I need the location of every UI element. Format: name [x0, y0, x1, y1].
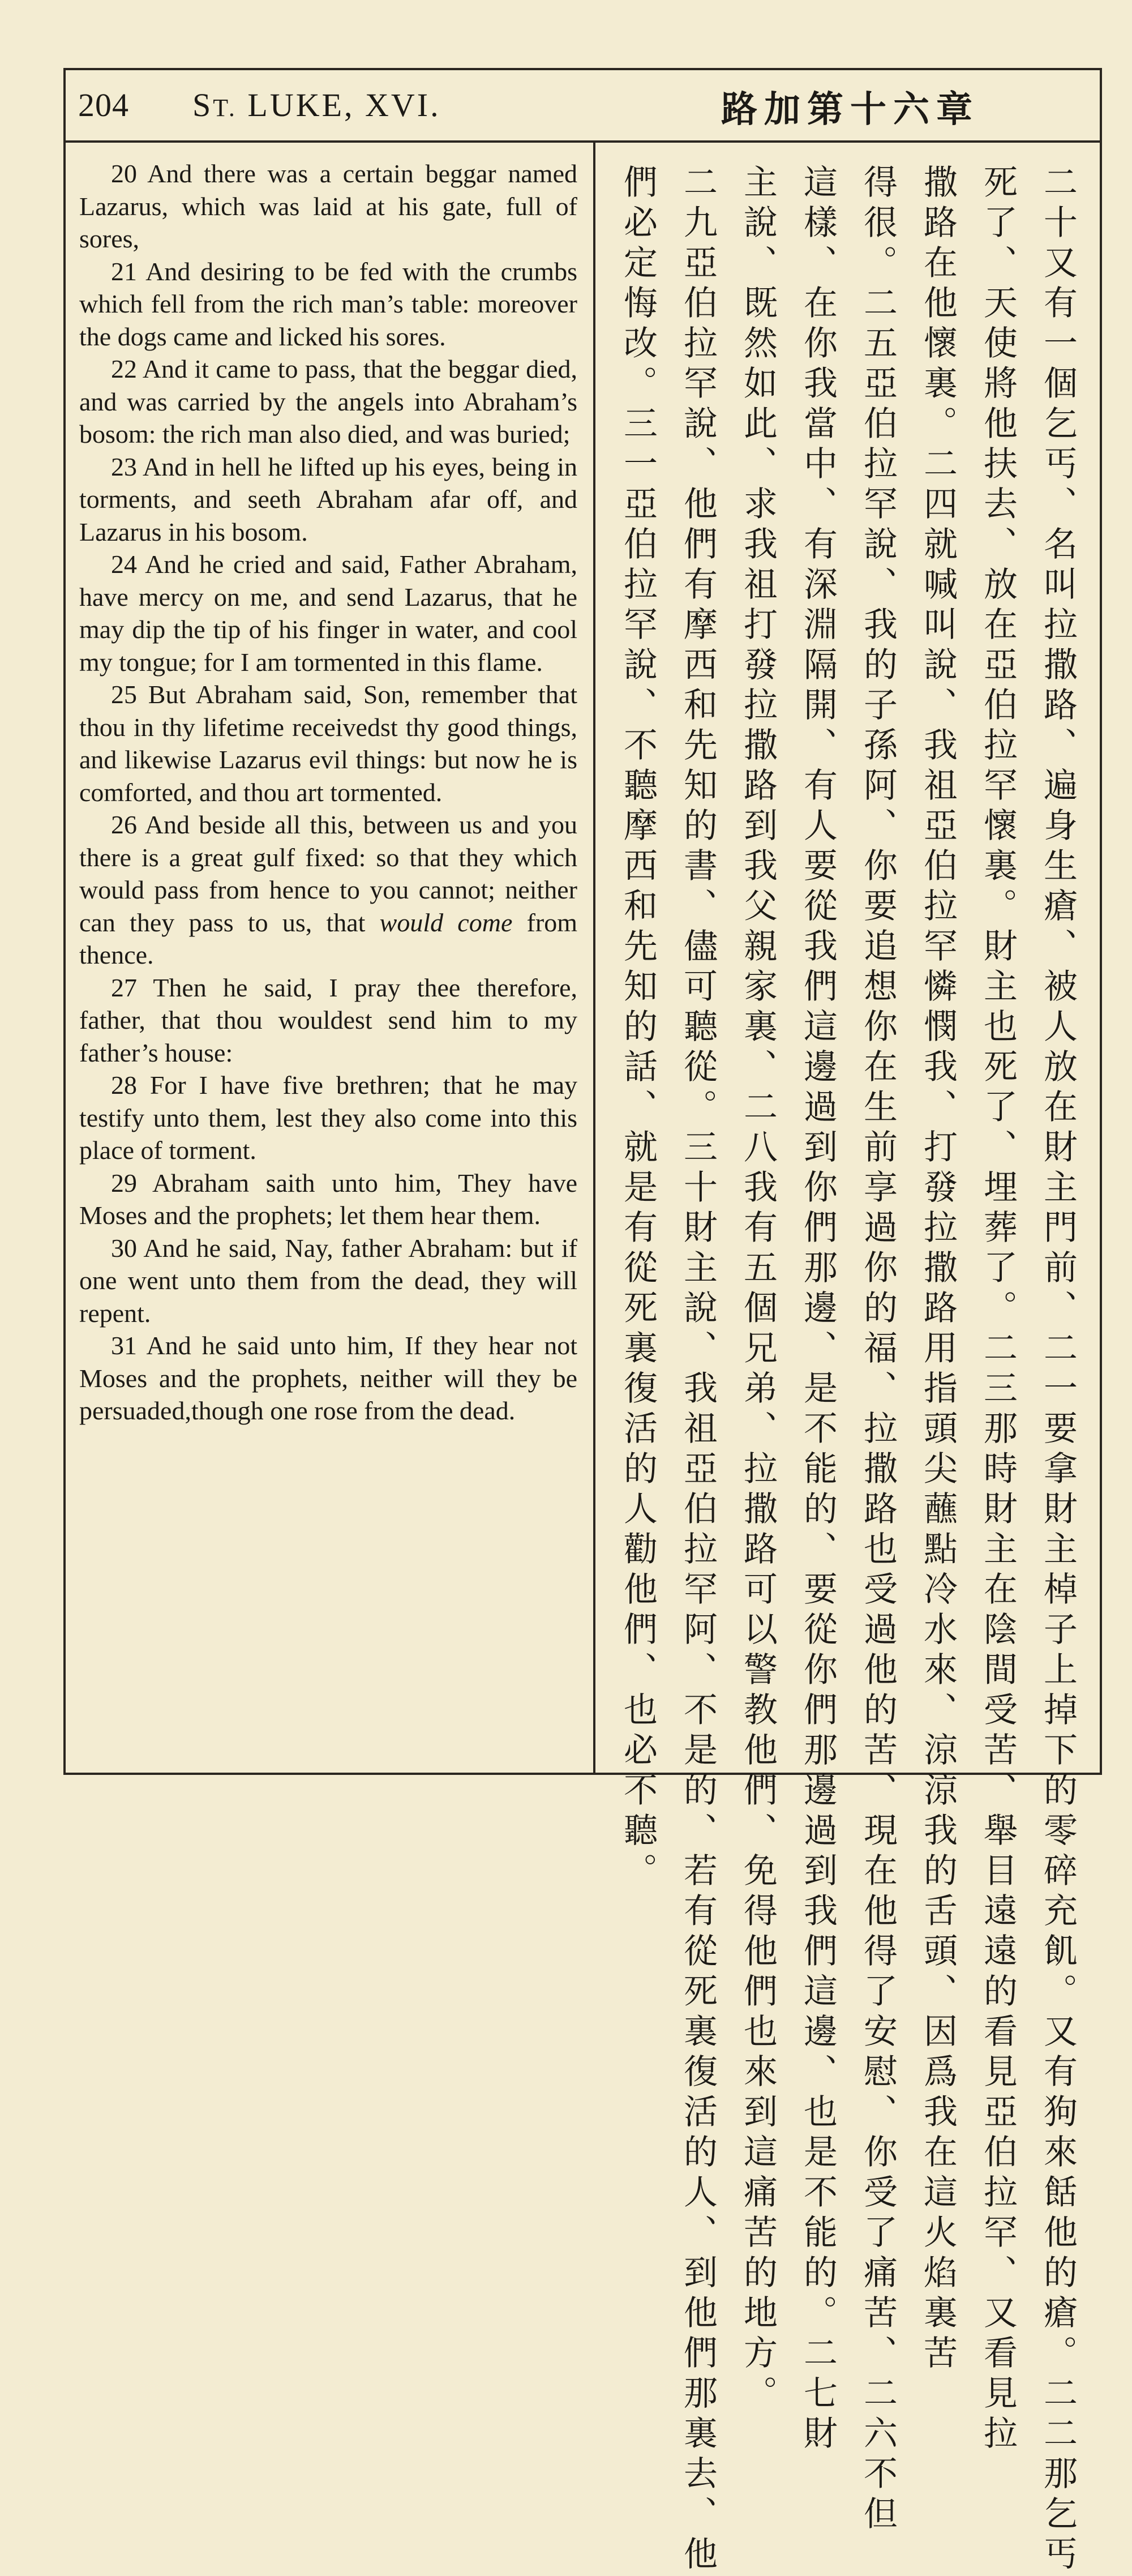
chinese-text-column [611, 164, 1087, 2576]
running-head [192, 86, 441, 124]
verse-21: 21 And desiring to be fed with the crumbs which fell from the rich man’s table: moreover the dogs came and licked his sores. [79, 256, 577, 351]
chinese-line-2: 死了、天使將他扶去、放在亞伯拉罕懷裏。財主也死了、埋葬了。二三那時財主在陰間受苦、舉目遠遠的看見亞伯拉罕、又看見拉 [978, 164, 1018, 2455]
verse-22: 22 And it came to pass, that the beggar died, and was carried by the angels into Abraham’s bosom: the rich man also died, and was buried; [79, 354, 577, 448]
column-divider [593, 140, 595, 1775]
chinese-line-5: 這樣、在你我當中、有深淵隔開、有人要從我們這邊過到你們那邊、是不能的、要從你們那邊過到我們這邊、也是不能的。二七財 [798, 164, 838, 2455]
verse-30: 30 And he said, Nay, father Abraham: but if one went unto them from the dead, they will repent. [79, 1233, 577, 1328]
page-number: 204 [78, 87, 129, 123]
running-head-initial: S [192, 87, 213, 123]
running-head-smallcaps: T. [213, 94, 237, 122]
chinese-line-3: 撒路在他懷裏。二四就喊叫說、我祖亞伯拉罕憐憫我、打發拉撒路用指頭尖蘸點冷水來、涼涼我的舌頭、因爲我在這火焰裏苦 [918, 164, 958, 2375]
verse-24: 24 And he cried and said, Father Abraham, have mercy on me, and send Lazarus, that he may dip the tip of his finger in water, and cool my tongue; for I am tormented in this flame. [79, 550, 577, 677]
chinese-line-8: 們必定悔改。三一亞伯拉罕說、不聽摩西和先知的話、就是有從死裏復活的人勸他們、也必不聽。 [618, 164, 658, 1893]
verse-26-pre: 26 And beside all this, between us and you there is a great gulf fixed: so that they which would pass from hence to you cannot; neither can they pass to us, that [79, 810, 577, 937]
verse-26-italic: would come [379, 908, 513, 937]
verse-28: 28 For I have five brethren; that he may testify unto them, lest they also come into this place of torment. [79, 1071, 577, 1165]
verse-31: 31 And he said unto him, If they hear not Moses and the prophets, neither will they be persuaded,though one rose from the dead. [79, 1331, 577, 1425]
chinese-line-1: 二十又有一個乞丐、名叫拉撒路、遍身生瘡、被人放在財主門前、二一要拿財主棹子上掉下的零碎充飢。又有狗來餂他的瘡。二二那乞丐 [1038, 164, 1078, 2576]
verse-27: 27 Then he said, I pray thee therefore, father, that thou wouldest send him to my father’s house: [79, 973, 577, 1067]
chinese-line-4: 得很。二五亞伯拉罕說、我的子孫阿、你要追想你在生前享過你的福、拉撒路也受過他的苦、現在他得了安慰、你受了痛苦、二六不但 [858, 164, 898, 2536]
verse-26 [79, 808, 577, 972]
verse-23: 23 And in hell he lifted up his eyes, being in torments, and seeth Abraham afar off, and Lazarus in his bosom. [79, 452, 577, 546]
header-rule [63, 140, 1102, 143]
english-text-column [79, 157, 577, 1427]
chinese-line-6: 主說、既然如此、求我祖打發拉撒路到我父親家裏、二八我有五個兄弟、拉撒路可以警教他們、免得他們也來到這痛苦的地方。 [738, 164, 778, 2415]
verse-26-post: from thence. [79, 908, 577, 969]
chinese-running-head: 路加第十六章 [721, 89, 979, 131]
verse-29: 29 Abraham saith unto him, They have Moses and the prophets; let them hear them. [79, 1168, 577, 1230]
chinese-line-7: 二九亞伯拉罕說、他們有摩西和先知的書、儘可聽從。三十財主說、我祖亞伯拉罕阿、不是的、若有從死裏復活的人、到他們那裏去、他 [678, 164, 718, 2576]
verse-25: 25 But Abraham said, Son, remember that thou in thy lifetime receivedst thy good things, and likewise Lazarus evil things: but now he is comforted, and thou art tormented. [79, 680, 577, 807]
running-head-book: LUKE, XVI. [237, 87, 441, 123]
verse-20: 20 And there was a certain beggar named Lazarus, which was laid at his gate, full of sores, [79, 159, 577, 253]
